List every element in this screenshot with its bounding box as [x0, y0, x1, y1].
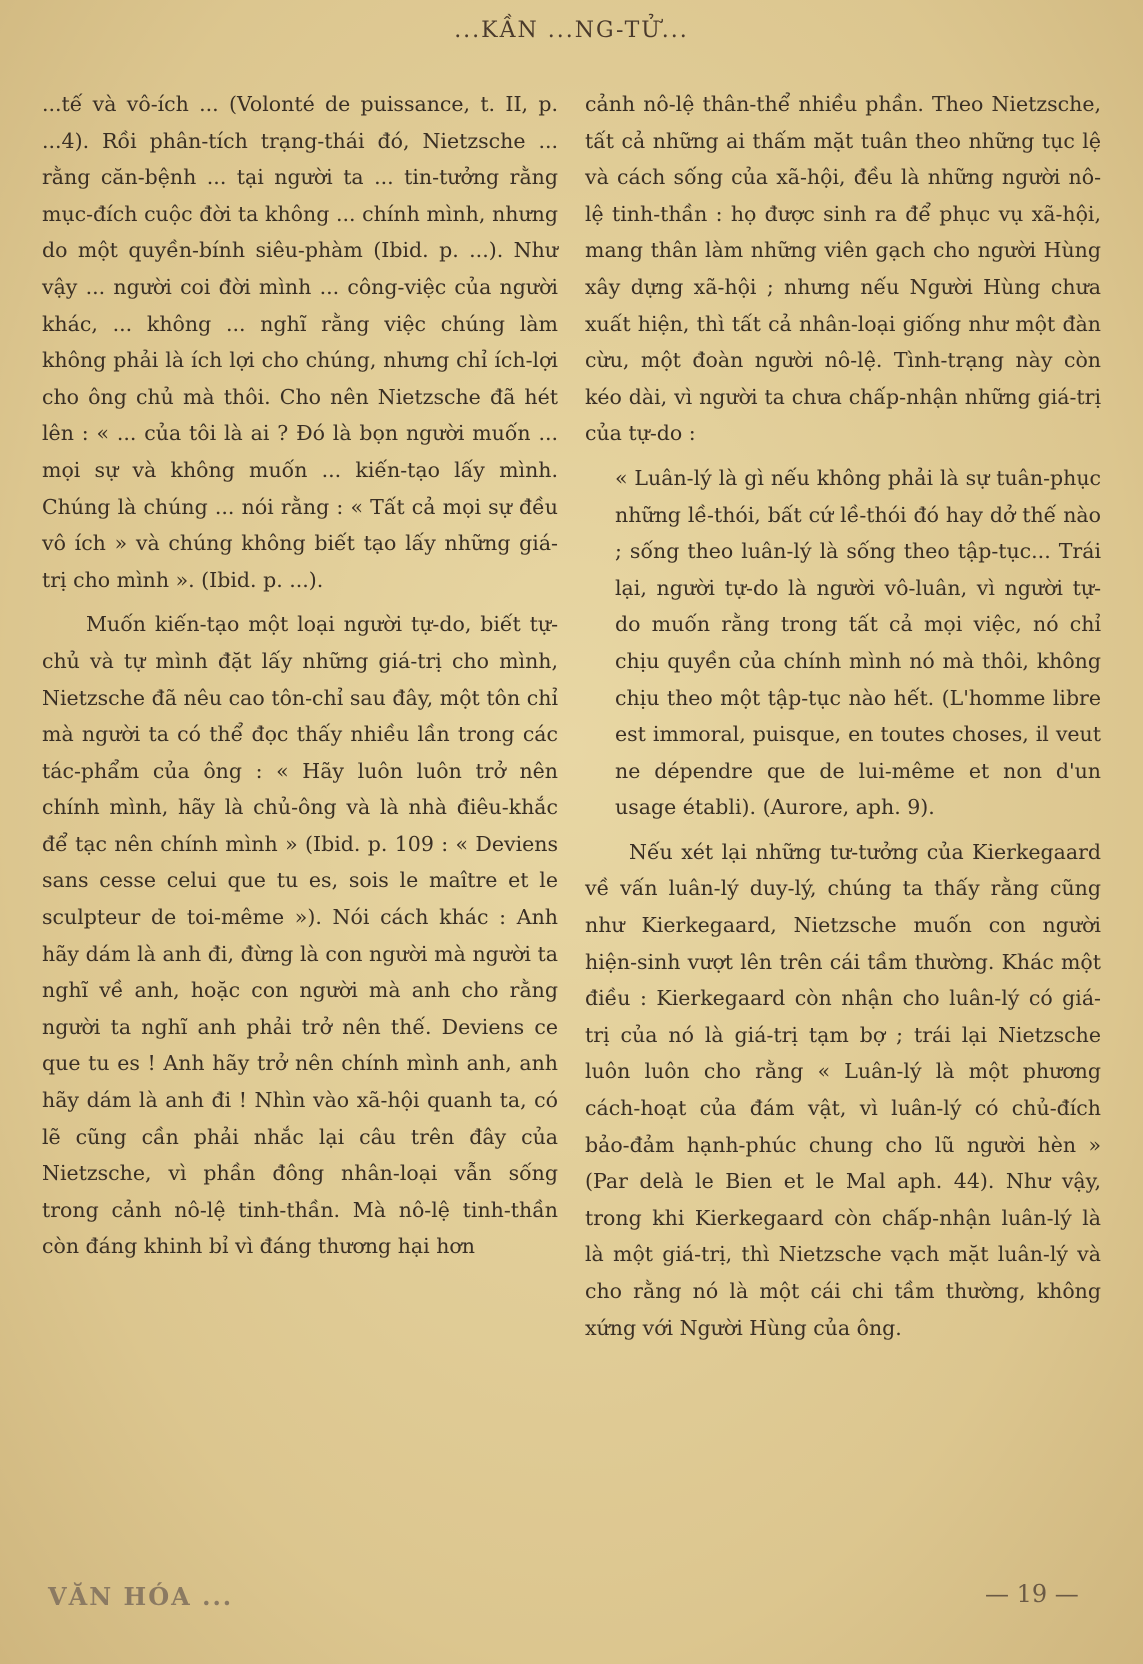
left-column	[42, 86, 558, 1265]
right-column	[585, 86, 1101, 1346]
footer-magazine-title: VĂN HÓA ...	[48, 1582, 234, 1611]
paragraph: cảnh nô-lệ thân-thể nhiều phần. Theo Nietzsche, tất cả những ai thấm mặt tuân theo những tục lệ và cách sống của xã-hội, đều là những người nô-lệ tinh-thần : họ được sinh ra để phục vụ xã-hội, mang thân làm những viên gạch cho người Hùng xây dựng xã-hội ; nhưng nếu Người Hùng chưa xuất hiện, thì tất cả nhân-loại giống như một đàn cừu, một đoàn người nô-lệ. Tình-trạng này còn kéo dài, vì người ta chưa chấp-nhận những giá-trị của tự-do :	[585, 92, 1101, 446]
paragraph: Nếu xét lại những tư-tưởng của Kierkegaard về vấn luân-lý duy-lý, chúng ta thấy rằng cũng như Kierkegaard, Nietzsche muốn con người hiện-sinh vượt lên trên cái tầm thường. Khác một điều : Kierkegaard còn nhận cho luân-lý có giá-trị của nó là giá-trị tạm bợ ; trái lại Nietzsche luôn luôn cho rằng « Luân-lý là một phương cách-hoạt của đám vật, vì luân-lý có chủ-đích bảo-đảm hạnh-phúc chung cho lũ người hèn » (Par delà le Bien et le Mal aph. 44). Như vậy, trong khi Kierkegaard còn chấp-nhận luân-lý là là một giá-trị, thì Nietzsche vạch mặt luân-lý và cho rằng nó là một cái chi tầm thường, không xứng với Người Hùng của ông.	[585, 839, 1101, 1340]
paragraph: ...tế và vô-ích ... (Volonté de puissance, t. II, p. ...4). Rồi phân-tích trạng-thái đó, Nietzsche ... rằng căn-bệnh ... tại người ta ... tin-tưởng rằng mục-đích cuộc đời ta không ... chính mình, nhưng do một quyền-bính siêu-phàm (Ibid. p. ...). Như vậy ... người coi đời mình ... công-việc của người khác, ... không ... nghĩ rằng việc chúng làm không phải là ích lợi cho chúng, nhưng chỉ ích-lợi cho ông chủ mà thôi. Cho nên Nietzsche đã hét lên : « ... của tôi là ai ? Đó là bọn người muốn ... mọi sự và không muốn ... kiến-tạo lấy mình. Chúng là chúng ... nói rằng : « Tất cả mọi sự đều vô ích » và chúng không biết tạo lấy những giá-trị cho mình ». (Ibid. p. ...).	[42, 92, 558, 592]
block-quote: « Luân-lý là gì nếu không phải là sự tuân-phục những lề-thói, bất cứ lề-thói đó hay dở thế nào ; sống theo luân-lý là sống theo tập-tục... Trái lại, người tự-do là người vô-luân, vì người tự-do muốn rằng trong tất cả mọi việc, nó chỉ chịu quyền của chính mình nó mà thôi, không chịu theo một tập-tục nào hết. (L'homme libre est immoral, puisque, en toutes choses, il veut ne dépendre que de lui-même et non d'un usage établi). (Aurore, aph. 9).	[615, 465, 1101, 820]
paragraph: Muốn kiến-tạo một loại người tự-do, biết tự-chủ và tự mình đặt lấy những giá-trị cho mình, Nietzsche đã nêu cao tôn-chỉ sau đây, một tôn chỉ mà người ta có thể đọc thấy nhiều lần trong các tác-phẩm của ông : « Hãy luôn luôn trở nên chính mình, hãy là chủ-ông và là nhà điêu-khắc để tạc nên chính mình » (Ibid. p. 109 : « Deviens sans cesse celui que tu es, sois le maître et le sculpteur de toi-même »). Nói cách khác : Anh hãy dám là anh đi, đừng là con người mà người ta nghĩ về anh, hoặc con người mà anh cho rằng người ta nghĩ anh phải trở nên thế. Deviens ce que tu es ! Anh hãy trở nên chính mình anh, anh hãy dám là anh đi ! Nhìn vào xã-hội quanh ta, có lẽ cũng cần phải nhắc lại câu trên đây của Nietzsche, vì phần đông nhân-loại vẫn sống trong cảnh nô-lệ tinh-thần. Mà nô-lệ tinh-thần còn đáng khinh bỉ vì đáng thương hại hơn	[42, 612, 558, 1259]
page-number: — 19 —	[985, 1580, 1079, 1608]
running-head: ...KẦN ...NG-TỬ...	[454, 18, 689, 43]
